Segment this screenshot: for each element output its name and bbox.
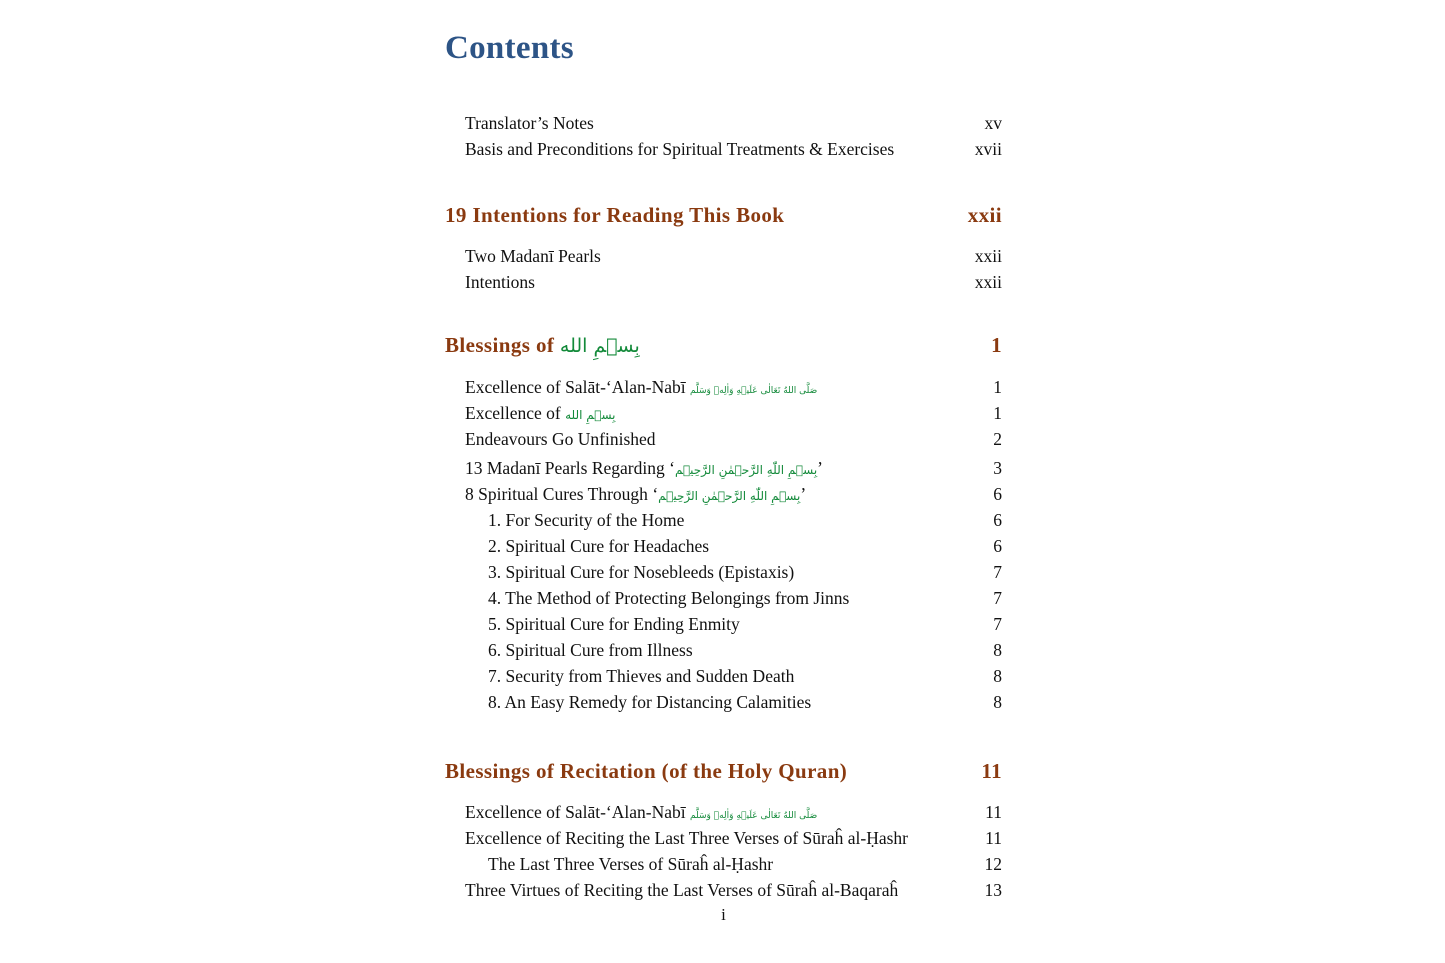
entry-page: 7 xyxy=(993,614,1002,634)
section-page: xxii xyxy=(967,203,1002,227)
entry-label-text: Excellence of xyxy=(465,403,561,423)
entry-page: 13 xyxy=(984,880,1002,900)
section-title-text: Blessings of xyxy=(445,333,555,357)
entry-label xyxy=(465,800,817,828)
entry-page: 1 xyxy=(993,403,1002,423)
entry-page: 8 xyxy=(993,666,1002,686)
entry-page: 1 xyxy=(993,377,1002,397)
toc-entry[interactable] xyxy=(465,111,1002,135)
toc-subentry[interactable] xyxy=(488,612,1002,636)
toc-entry[interactable] xyxy=(465,427,1002,451)
toc-entry[interactable] xyxy=(465,826,1002,850)
entry-label: Three Virtues of Reciting the Last Verses of Sūraĥ al-Baqaraĥ xyxy=(465,880,899,900)
section-heading[interactable] xyxy=(445,200,1002,230)
toc-entry[interactable] xyxy=(465,401,1002,425)
section-title: 19 Intentions for Reading This Book xyxy=(445,203,785,227)
entry-page: 3 xyxy=(993,458,1002,478)
page-number: i xyxy=(721,905,726,924)
section-heading[interactable] xyxy=(445,330,1002,360)
entry-page: 6 xyxy=(993,484,1002,504)
toc-subentry[interactable] xyxy=(488,586,1002,610)
toc-subentry[interactable] xyxy=(488,690,1002,714)
entry-page: xv xyxy=(984,113,1002,133)
bismillah-arabic: بِسۡمِ الله xyxy=(565,408,616,422)
entry-label: 6. Spiritual Cure from Illness xyxy=(488,640,693,660)
entry-label: 5. Spiritual Cure for Ending Enmity xyxy=(488,614,740,634)
entry-page: 6 xyxy=(993,510,1002,530)
toc-subentry[interactable] xyxy=(488,534,1002,558)
entry-page: 11 xyxy=(985,828,1002,848)
section-title: Blessings of Recitation (of the Holy Quran) xyxy=(445,759,848,783)
toc-entry[interactable] xyxy=(465,800,1002,824)
entry-label: Intentions xyxy=(465,272,535,292)
section-page: 1 xyxy=(991,333,1002,357)
toc-subentry[interactable] xyxy=(488,638,1002,662)
toc-entry[interactable] xyxy=(465,878,1002,902)
salawat-arabic: صَلَّى اللهُ تَعَالٰى عَلَيۡهِ وَاٰلِهٖ وَسَلَّم xyxy=(689,386,818,396)
bismillah-arabic: بِسۡمِ الله xyxy=(559,335,640,357)
entry-label-text: Excellence of Salāt-‘Alan-Nabī xyxy=(465,377,686,397)
toc-entry[interactable] xyxy=(465,456,1002,480)
entry-label xyxy=(465,401,616,427)
entry-page: 2 xyxy=(993,429,1002,449)
toc-entry[interactable] xyxy=(465,375,1002,399)
entry-label xyxy=(465,375,817,403)
entry-label: 13 Madanī Pearls Regarding ‘بِسۡمِ اللّٰهِ الرَّحۡمٰنِ الرَّحِيۡم’ xyxy=(465,458,823,478)
entry-label-text: 13 Madanī Pearls Regarding xyxy=(465,458,665,478)
toc-entry[interactable] xyxy=(465,137,1002,161)
entry-label: Basis and Preconditions for Spiritual Treatments & Exercises xyxy=(465,139,895,159)
salawat-arabic: صَلَّى اللهُ تَعَالٰى عَلَيۡهِ وَاٰلِهٖ وَسَلَّم xyxy=(689,811,818,821)
entry-label: 4. The Method of Protecting Belongings from Jinns xyxy=(488,588,850,608)
toc-entry[interactable] xyxy=(465,244,1002,268)
entry-label-text: 8 Spiritual Cures Through xyxy=(465,484,648,504)
entry-page: xvii xyxy=(974,139,1002,159)
entry-page: xxii xyxy=(974,246,1002,266)
entry-page: 7 xyxy=(993,562,1002,582)
page-title: Contents xyxy=(445,30,574,66)
entry-label: Translator’s Notes xyxy=(465,113,594,133)
entry-label-text: Excellence of Salāt-‘Alan-Nabī xyxy=(465,802,686,822)
entry-label: 1. For Security of the Home xyxy=(488,510,685,530)
entry-label: 2. Spiritual Cure for Headaches xyxy=(488,536,710,556)
toc-subentry[interactable] xyxy=(488,508,1002,532)
entry-label: Two Madanī Pearls xyxy=(465,246,601,266)
section-title xyxy=(445,330,640,361)
entry-page: 8 xyxy=(993,692,1002,712)
section-heading[interactable] xyxy=(445,756,1002,786)
bismillah-full-arabic: بِسۡمِ اللّٰهِ الرَّحۡمٰنِ الرَّحِيۡم xyxy=(674,463,818,477)
entry-page: xxii xyxy=(974,272,1002,292)
toc-subentry[interactable] xyxy=(488,560,1002,584)
toc-entry[interactable] xyxy=(465,482,1002,506)
entry-label: Endeavours Go Unfinished xyxy=(465,429,656,449)
entry-label: Excellence of Reciting the Last Three Verses of Sūraĥ al-Ḥashr xyxy=(465,828,909,848)
entry-label: 8. An Easy Remedy for Distancing Calamities xyxy=(488,692,812,712)
entry-page: 7 xyxy=(993,588,1002,608)
entry-label: 7. Security from Thieves and Sudden Death xyxy=(488,666,795,686)
entry-page: 11 xyxy=(985,802,1002,822)
entry-page: 6 xyxy=(993,536,1002,556)
entry-label: 8 Spiritual Cures Through ‘بِسۡمِ اللّٰهِ الرَّحۡمٰنِ الرَّحِيۡم’ xyxy=(465,484,807,504)
entry-label: The Last Three Verses of Sūraĥ al-Ḥashr xyxy=(488,854,774,874)
toc-subentry[interactable] xyxy=(488,664,1002,688)
toc-entry[interactable] xyxy=(465,270,1002,294)
toc-subentry[interactable] xyxy=(488,852,1002,876)
entry-label: 3. Spiritual Cure for Nosebleeds (Epistaxis) xyxy=(488,562,795,582)
toc-page xyxy=(445,0,1002,963)
section-page: 11 xyxy=(981,759,1002,783)
bismillah-full-arabic: بِسۡمِ اللّٰهِ الرَّحۡمٰنِ الرَّحِيۡم xyxy=(658,489,801,503)
entry-page: 12 xyxy=(984,854,1002,874)
entry-page: 8 xyxy=(993,640,1002,660)
